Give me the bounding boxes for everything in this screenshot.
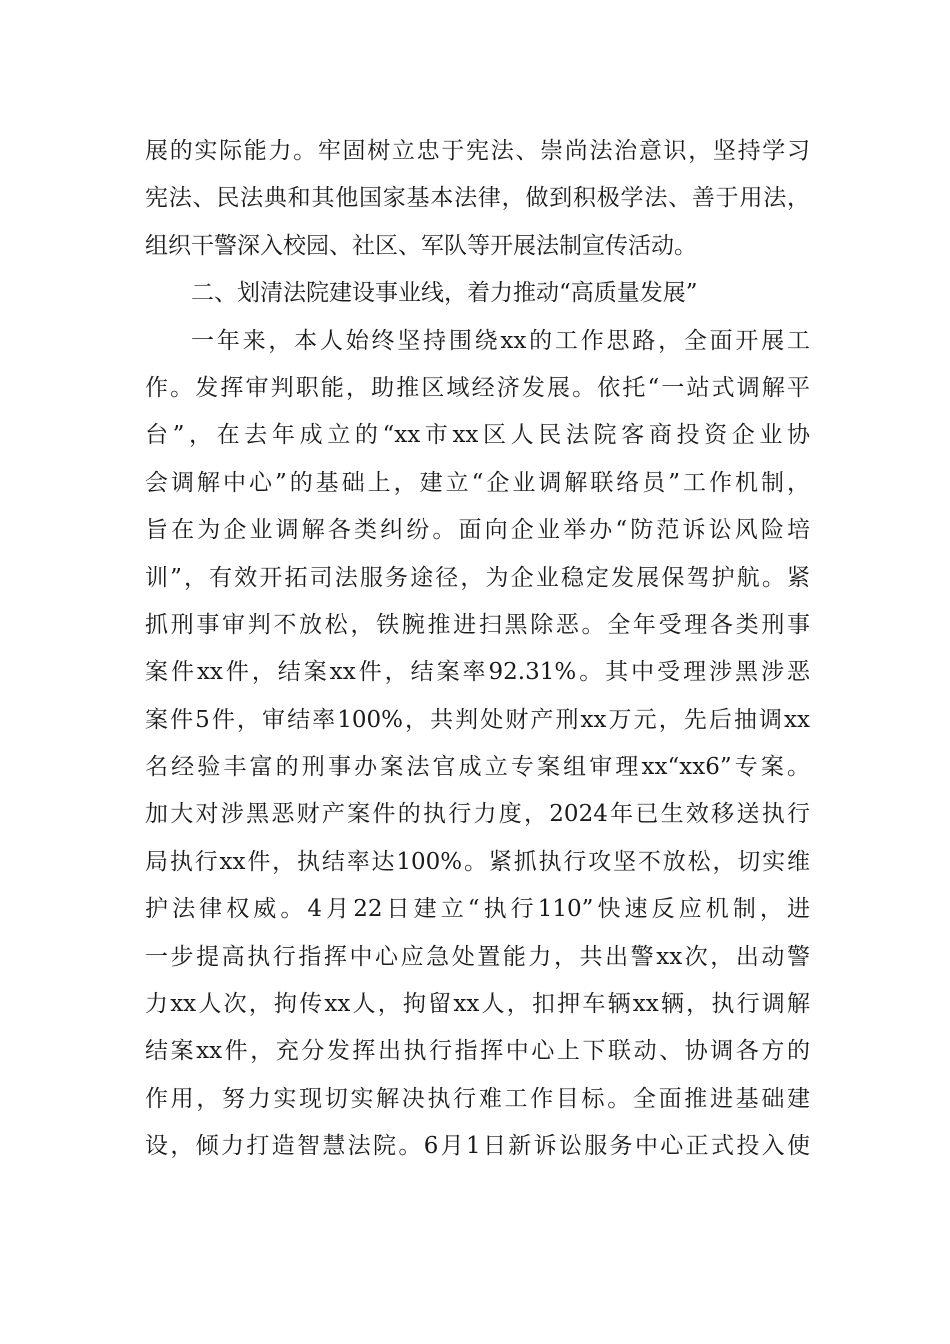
text-line: 一年来，本人始终坚持围绕xx的工作思路，全面开展工: [191, 327, 810, 354]
text-line: 局执行xx件，执结率达100%。紧抓执行攻坚不放松，切实维: [145, 848, 810, 875]
text-line: 二、划清法院建设事业线，着力推动“高质量发展”: [191, 280, 698, 307]
text-line: 旨在为企业调解各类纠纷。面向企业举办“防范诉讼风险培: [145, 517, 810, 544]
text-line: 会调解中心”的基础上，建立“企业调解联络员”工作机制，: [145, 469, 810, 496]
text-line: 作用，努力实现切实解决执行难工作目标。全面推进基础建: [145, 1085, 810, 1112]
text-line: 台”，在去年成立的“xx市xx区人民法院客商投资企业协: [145, 422, 810, 449]
text-line: 抓刑事审判不放松，铁腕推进扫黑除恶。全年受理各类刑事: [145, 611, 810, 638]
text-line: 护法律权威。4月22日建立“执行110”快速反应机制，进: [145, 896, 810, 923]
text-line: 案件xx件，结案xx件，结案率92.31%。其中受理涉黑涉恶: [145, 659, 810, 686]
text-line: 一步提高执行指挥中心应急处置能力，共出警xx次，出动警: [145, 943, 810, 970]
text-line: 展的实际能力。牢固树立忠于宪法、崇尚法治意识，坚持学习: [145, 138, 810, 164]
text-line: 力xx人次，拘传xx人，拘留xx人，扣押车辆xx辆，执行调解: [145, 991, 810, 1018]
text-line: 结案xx件，充分发挥出执行指挥中心上下联动、协调各方的: [145, 1038, 810, 1065]
text-line: 案件5件，审结率100%，共判处财产刑xx万元，先后抽调xx: [145, 706, 810, 733]
text-line: 组织干警深入校园、社区、军队等开展法制宣传活动。: [145, 232, 697, 259]
document-body: [145, 128, 810, 1171]
text-line: 训”，有效开拓司法服务途径，为企业稳定发展保驾护航。紧: [145, 564, 810, 591]
text-line: 名经验丰富的刑事办案法官成立专案组审理xx“xx6”专案。: [145, 754, 810, 781]
text-line: 加大对涉黑恶财产案件的执行力度，2024年已生效移送执行: [145, 801, 810, 828]
text-line: 作。发挥审判职能，助推区域经济发展。依托“一站式调解平: [145, 374, 810, 401]
text-line: 设，倾力打造智慧法院。6月1日新诉讼服务中心正式投入使: [145, 1133, 810, 1160]
text-line: 宪法、民法典和其他国家基本法律，做到积极学法、善于用法，: [145, 185, 810, 212]
